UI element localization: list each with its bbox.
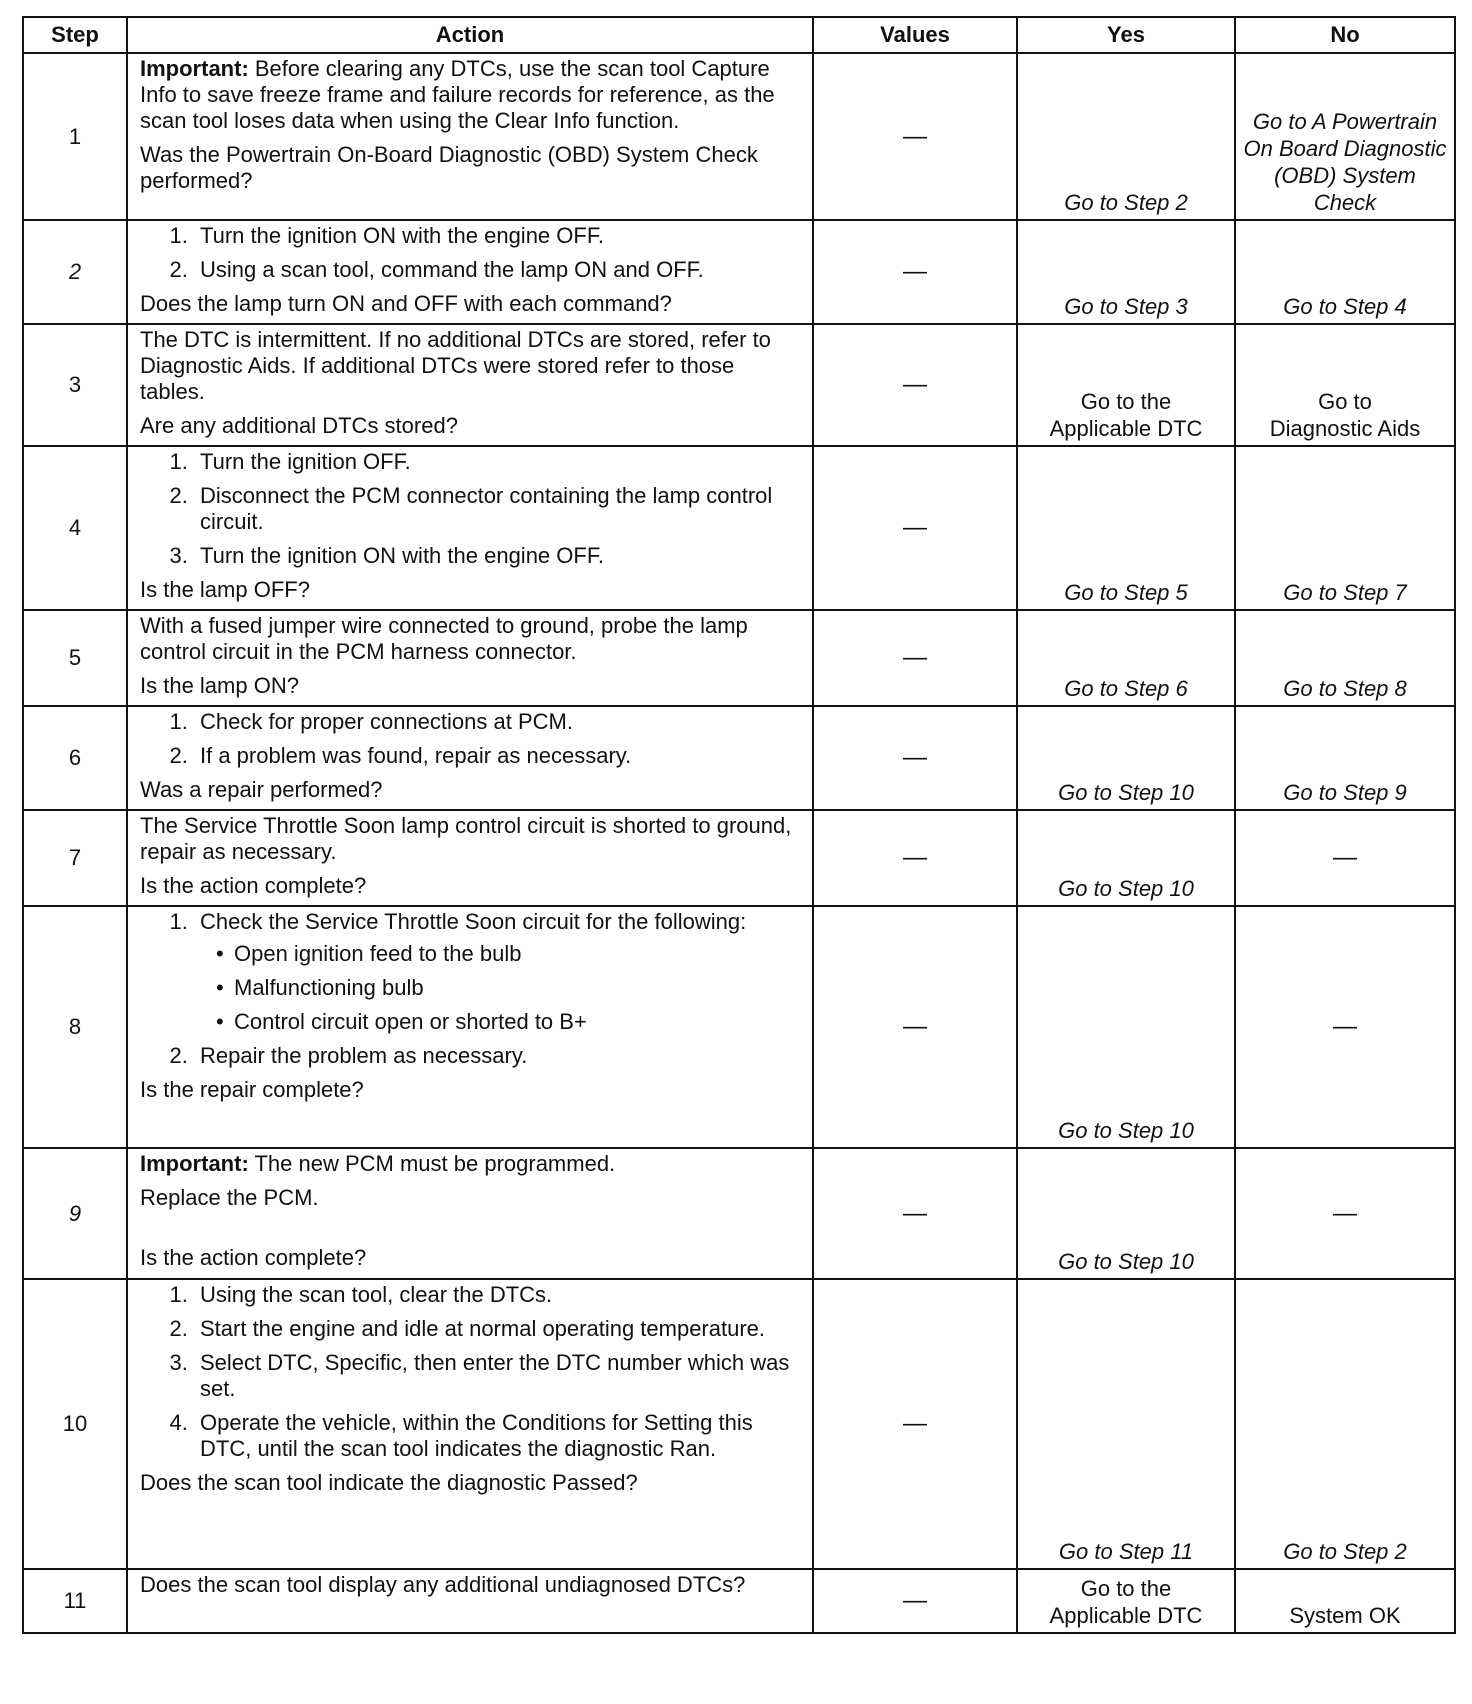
- procedure-item: 4. Operate the vehicle, within the Conditions for Setting this DTC, until the scan tool indicates the diagnostic Ran.: [194, 1410, 802, 1462]
- no-line-1: Go to: [1318, 389, 1372, 414]
- values-cell: —: [813, 906, 1017, 1148]
- spacer: [140, 1219, 802, 1245]
- table-row-step-2: [23, 220, 1455, 324]
- action-cell: [127, 610, 813, 706]
- table-row-step-7: [23, 810, 1455, 906]
- no-link[interactable]: Go to Step 2: [1235, 1279, 1455, 1569]
- instruction-text: The Service Throttle Soon lamp control circuit is shorted to ground, repair as necessary.: [140, 813, 792, 864]
- procedure-list: [140, 709, 802, 769]
- no-cell: —: [1235, 1148, 1455, 1279]
- yes-link[interactable]: Go to Step 10: [1017, 906, 1235, 1148]
- values-cell: —: [813, 706, 1017, 810]
- question-text: Does the lamp turn ON and OFF with each command?: [140, 291, 672, 316]
- step-number: 1: [23, 53, 127, 220]
- yes-link[interactable]: [1017, 324, 1235, 446]
- action-cell: [127, 706, 813, 810]
- no-prefix: Go to: [1252, 109, 1312, 134]
- no-link[interactable]: [1235, 324, 1455, 446]
- table-row-step-6: [23, 706, 1455, 810]
- table-row-step-1: [23, 53, 1455, 220]
- table-row-step-11: [23, 1569, 1455, 1633]
- question-text: Was the Powertrain On-Board Diagnostic (OBD) System Check performed?: [140, 142, 758, 193]
- diagnostic-table: [22, 16, 1456, 1634]
- table-row-step-5: [23, 610, 1455, 706]
- procedure-list: [140, 449, 802, 569]
- question-text: Does the scan tool display any additional undiagnosed DTCs?: [140, 1572, 746, 1597]
- procedure-item: [194, 909, 802, 1035]
- bullet-item: • Malfunctioning bulb: [234, 975, 802, 1001]
- instruction-text: The DTC is intermittent. If no additional DTCs are stored, refer to Diagnostic Aids. If additional DTCs were stored refer to those tables.: [140, 327, 771, 404]
- action-cell: [127, 906, 813, 1148]
- values-cell: —: [813, 1148, 1017, 1279]
- procedure-item: 2. Start the engine and idle at normal operating temperature.: [194, 1316, 802, 1342]
- table-row-step-10: [23, 1279, 1455, 1569]
- question-text: Does the scan tool indicate the diagnostic Passed?: [140, 1470, 638, 1495]
- values-cell: —: [813, 810, 1017, 906]
- instruction-text: With a fused jumper wire connected to ground, probe the lamp control circuit in the PCM harness connector.: [140, 613, 748, 664]
- no-link[interactable]: System OK: [1235, 1569, 1455, 1633]
- header-action: Action: [127, 17, 813, 53]
- yes-line-2: Applicable DTC: [1049, 1603, 1203, 1628]
- action-cell: [127, 1148, 813, 1279]
- action-cell: [127, 1279, 813, 1569]
- action-cell: [127, 1569, 813, 1633]
- no-link[interactable]: Go to Step 7: [1235, 446, 1455, 610]
- question-text: Is the action complete?: [140, 1245, 367, 1270]
- bullet-item: • Control circuit open or shorted to B+: [234, 1009, 802, 1035]
- header-step: Step: [23, 17, 127, 53]
- values-cell: —: [813, 610, 1017, 706]
- no-reference: A Powertrain On Board Diagnostic (OBD) System Check: [1243, 109, 1447, 215]
- no-cell: —: [1235, 906, 1455, 1148]
- values-cell: —: [813, 53, 1017, 220]
- yes-link[interactable]: [1017, 1569, 1235, 1633]
- no-link[interactable]: Go to Step 8: [1235, 610, 1455, 706]
- procedure-item-text: Check the Service Throttle Soon circuit for the following:: [200, 909, 747, 934]
- action-cell: [127, 446, 813, 610]
- action-cell: [127, 324, 813, 446]
- step-number: 3: [23, 324, 127, 446]
- values-cell: —: [813, 324, 1017, 446]
- step-number: 5: [23, 610, 127, 706]
- step-number: 10: [23, 1279, 127, 1569]
- procedure-item: 2. Repair the problem as necessary.: [194, 1043, 802, 1069]
- procedure-list: [140, 909, 802, 1069]
- action-cell: [127, 53, 813, 220]
- important-note: [140, 56, 802, 134]
- important-note: [140, 1151, 802, 1177]
- table-row-step-3: [23, 324, 1455, 446]
- procedure-item: 1. Turn the ignition OFF.: [194, 449, 802, 475]
- question-text: Is the lamp ON?: [140, 673, 299, 698]
- no-link[interactable]: Go to Step 9: [1235, 706, 1455, 810]
- important-label: Important:: [140, 1151, 249, 1176]
- step-number: 11: [23, 1569, 127, 1633]
- step-number: 7: [23, 810, 127, 906]
- yes-link[interactable]: Go to Step 10: [1017, 1148, 1235, 1279]
- procedure-item: 2. Disconnect the PCM connector containing the lamp control circuit.: [194, 483, 802, 535]
- table-row-step-9: [23, 1148, 1455, 1279]
- question-text: Was a repair performed?: [140, 777, 383, 802]
- procedure-list: [140, 223, 802, 283]
- procedure-item: 1. Using the scan tool, clear the DTCs.: [194, 1282, 802, 1308]
- question-text: Is the action complete?: [140, 873, 367, 898]
- no-line-2: Diagnostic Aids: [1269, 416, 1421, 441]
- yes-link[interactable]: Go to Step 2: [1017, 53, 1235, 220]
- procedure-item: 1. Check for proper connections at PCM.: [194, 709, 802, 735]
- instruction-text: Replace the PCM.: [140, 1185, 319, 1210]
- yes-link[interactable]: Go to Step 6: [1017, 610, 1235, 706]
- procedure-item: 3. Turn the ignition ON with the engine OFF.: [194, 543, 802, 569]
- no-link[interactable]: Go to Step 4: [1235, 220, 1455, 324]
- yes-link[interactable]: Go to Step 3: [1017, 220, 1235, 324]
- step-number: 2: [23, 220, 127, 324]
- action-cell: [127, 810, 813, 906]
- procedure-item: 2. Using a scan tool, command the lamp ON and OFF.: [194, 257, 802, 283]
- important-text: The new PCM must be programmed.: [248, 1151, 616, 1176]
- yes-link[interactable]: Go to Step 11: [1017, 1279, 1235, 1569]
- no-cell: —: [1235, 810, 1455, 906]
- yes-link[interactable]: Go to Step 10: [1017, 810, 1235, 906]
- table-row-step-4: [23, 446, 1455, 610]
- procedure-item: 2. If a problem was found, repair as necessary.: [194, 743, 802, 769]
- table-row-step-8: [23, 906, 1455, 1148]
- procedure-item: 1. Turn the ignition ON with the engine OFF.: [194, 223, 802, 249]
- bullet-list: [200, 941, 802, 1035]
- step-number: 9: [23, 1148, 127, 1279]
- header-row: [23, 17, 1455, 53]
- yes-line-2: Applicable DTC: [1049, 416, 1203, 441]
- important-text: Before clearing any DTCs, use the scan tool Capture Info to save freeze frame and failure records for reference, as the scan tool loses data when using the Clear Info function.: [140, 56, 775, 133]
- diagnostic-table-sheet: [22, 16, 1454, 1634]
- action-cell: [127, 220, 813, 324]
- question-text: Is the lamp OFF?: [140, 577, 310, 602]
- yes-link[interactable]: Go to Step 10: [1017, 706, 1235, 810]
- header-yes: Yes: [1017, 17, 1235, 53]
- values-cell: —: [813, 220, 1017, 324]
- yes-line-1: Go to the: [1080, 1576, 1172, 1601]
- values-cell: —: [813, 1279, 1017, 1569]
- important-label: Important:: [140, 56, 249, 81]
- yes-link[interactable]: Go to Step 5: [1017, 446, 1235, 610]
- yes-line-1: Go to the: [1080, 389, 1172, 414]
- step-number: 6: [23, 706, 127, 810]
- values-cell: —: [813, 446, 1017, 610]
- question-text: Are any additional DTCs stored?: [140, 413, 458, 438]
- values-cell: —: [813, 1569, 1017, 1633]
- step-number: 8: [23, 906, 127, 1148]
- question-text: Is the repair complete?: [140, 1077, 364, 1102]
- step-number: 4: [23, 446, 127, 610]
- header-no: No: [1235, 17, 1455, 53]
- no-link[interactable]: [1235, 53, 1455, 220]
- header-values: Values: [813, 17, 1017, 53]
- bullet-item: • Open ignition feed to the bulb: [234, 941, 802, 967]
- procedure-item: 3. Select DTC, Specific, then enter the DTC number which was set.: [194, 1350, 802, 1402]
- procedure-list: [140, 1282, 802, 1462]
